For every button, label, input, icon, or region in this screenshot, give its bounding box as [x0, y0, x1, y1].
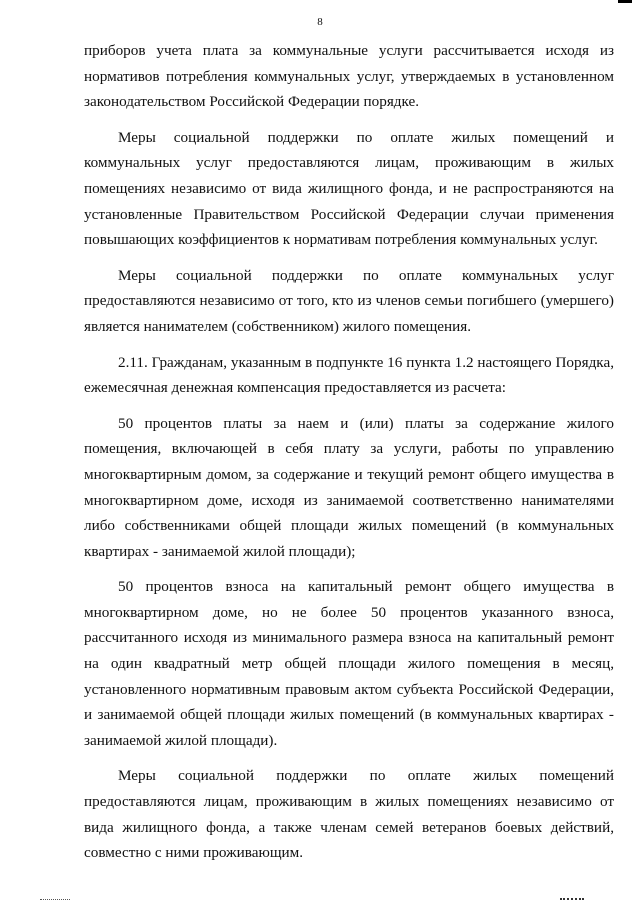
scan-artifact-top: [618, 0, 632, 3]
document-body: [84, 38, 614, 876]
paragraph: Меры социальной поддержки по оплате жилых помещений и коммунальных услуг предоставляются лицам, проживающим в жилых помещениях независимо от вида жилищного фонда, и не распространяются на установленные Правительством Российской Федерации случаи применения повышающих коэффициентов к нормативам потребления коммунальных услуг.: [84, 128, 614, 249]
paragraph: Меры социальной поддержки по оплате жилых помещений предоставляются лицам, проживающим в жилых помещениях независимо от вида жилищного фонда, а также членам семей ветеранов боевых действий, совместно с ними проживающим.: [84, 767, 614, 862]
page-number: 8: [317, 16, 323, 28]
paragraph: 50 процентов взноса на капитальный ремонт общего имущества в многоквартирном доме, но не более 50 процентов указанного взноса, рассчитанного исходя из минимального размера взноса на капитальный ремонт на один квадратный метр общей площади жилого помещения в месяц, установленного нормативным правовым актом субъекта Российской Федерации, и занимаемой общей площади жилых помещений (в коммунальных квартирах - занимаемой жилой площади).: [84, 578, 614, 749]
paragraph: Меры социальной поддержки по оплате коммунальных услуг предоставляются независимо от того, кто из членов семьи погибшего (умершего) является нанимателем (собственником) жилого помещения.: [84, 266, 614, 335]
scan-artifact-bottom-right: [560, 898, 584, 903]
paragraph-clause-2-11: 2.11. Гражданам, указанным в подпункте 16 пункта 1.2 настоящего Порядка, ежемесячная денежная компенсация предоставляется из расчета:: [84, 353, 614, 397]
paragraph: 50 процентов платы за наем и (или) платы за содержание жилого помещения, включающей в себя плату за услуги, работы по управлению многоквартирным домом, за содержание и текущий ремонт общего имущества в многоквартирном доме, исходя из занимаемой соответственно нанимателями либо собственниками общей площади жилых помещений (в коммунальных квартирах - занимаемой жилой площади);: [84, 414, 614, 560]
paragraph-continued: приборов учета плата за коммунальные услуги рассчитывается исходя из нормативов потребления коммунальных услуг, утверждаемых в установленном законодательством Российской Федерации порядке.: [84, 42, 614, 111]
scan-artifact-bottom-left: [40, 899, 70, 903]
